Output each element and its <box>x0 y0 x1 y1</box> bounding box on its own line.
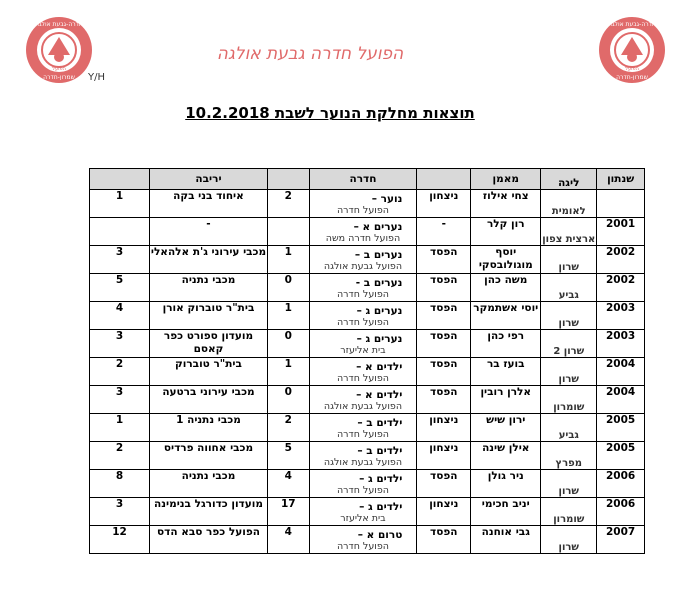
coach-cell: צחי אילוז <box>471 190 541 218</box>
table-row <box>90 414 645 442</box>
season-cell: 2001 <box>597 218 645 246</box>
opp-score-cell: 4 <box>90 302 150 330</box>
opponent-cell: מכבי נתניה <box>150 274 268 302</box>
team-cell <box>309 218 417 246</box>
team-name: ילדים א – <box>356 389 403 401</box>
club-name: הפועל חדרה גבעת אולגה <box>216 44 404 64</box>
score-cell: 1 <box>267 302 309 330</box>
score-cell: 0 <box>267 386 309 414</box>
header-team: חדרה <box>309 169 417 190</box>
table-row <box>90 218 645 246</box>
season-cell: 2005 <box>597 414 645 442</box>
coach-cell: יניב חכימי <box>471 498 541 526</box>
svg-text:שמרון-חדרה: שמרון-חדרה <box>616 74 648 81</box>
opponent-cell: הפועל כפר סבא הדס <box>150 526 268 554</box>
team-name: נוער – <box>371 193 403 205</box>
team-club: הפועל חדרה <box>336 205 389 216</box>
score-cell: 5 <box>267 442 309 470</box>
league-cell: מפרץ <box>541 442 597 470</box>
header-league: ליגה <box>541 169 597 190</box>
table-row <box>90 302 645 330</box>
opponent-cell: מכבי אחווה פרדיס <box>150 442 268 470</box>
coach-cell: יוסף מוגולובסקי <box>471 246 541 274</box>
club-logo-left <box>24 15 94 85</box>
club-logo-right <box>597 15 667 85</box>
team-club: הפועל גבעת אולגה <box>323 457 403 468</box>
result-cell: הפסד <box>417 330 471 358</box>
season-cell <box>597 190 645 218</box>
league-cell: גביע <box>541 414 597 442</box>
table-header-row <box>90 169 645 190</box>
team-club: בית אליעזר <box>340 513 386 524</box>
team-cell <box>309 330 417 358</box>
team-name: ילדים ב – <box>357 445 403 457</box>
team-club: הפועל חדרה <box>336 289 389 300</box>
team-name: נערים ב - <box>355 277 403 289</box>
team-cell <box>309 302 417 330</box>
team-club: הפועל חדרה <box>336 373 389 384</box>
table-row <box>90 498 645 526</box>
result-cell: ניצחון <box>417 190 471 218</box>
score-cell: 1 <box>267 358 309 386</box>
opp-score-cell: 3 <box>90 386 150 414</box>
season-cell: 2004 <box>597 358 645 386</box>
league-cell: שרון <box>541 246 597 274</box>
table-row <box>90 330 645 358</box>
opponent-cell: מועדון כדורגל בנימינה <box>150 498 268 526</box>
svg-text:הפועל: הפועל <box>52 66 66 72</box>
team-club: בית אליעזר <box>340 345 386 356</box>
team-cell <box>309 526 417 554</box>
result-cell: הפסד <box>417 470 471 498</box>
opp-score-cell: 1 <box>90 414 150 442</box>
team-club: הפועל חדרה <box>336 485 389 496</box>
team-cell <box>309 190 417 218</box>
team-name: נערים ג – <box>356 333 403 345</box>
opp-score-cell: 5 <box>90 274 150 302</box>
result-cell: ניצחון <box>417 498 471 526</box>
opp-score-cell: 2 <box>90 442 150 470</box>
result-cell: ניצחון <box>417 442 471 470</box>
team-cell <box>309 274 417 302</box>
season-cell: 2002 <box>597 274 645 302</box>
header-score <box>267 169 309 190</box>
coach-cell: יוסי אשתמקר <box>471 302 541 330</box>
season-cell: 2002 <box>597 246 645 274</box>
result-cell: הפסד <box>417 526 471 554</box>
team-cell <box>309 246 417 274</box>
team-name: ילדים ג – <box>359 473 403 485</box>
opp-score-cell: 8 <box>90 470 150 498</box>
opponent-cell: מכבי עירוני ג'ת אלהאלי <box>150 246 268 274</box>
team-name: ילדים ב – <box>357 417 403 429</box>
team-cell <box>309 442 417 470</box>
team-name: נערים ב – <box>354 249 403 261</box>
result-cell: הפסד <box>417 274 471 302</box>
team-club: הפועל חדרה משה <box>325 233 401 244</box>
team-cell <box>309 498 417 526</box>
season-cell: 2007 <box>597 526 645 554</box>
opponent-cell: מכבי נתניה 1 <box>150 414 268 442</box>
team-club: הפועל חדרה <box>336 429 389 440</box>
team-club: הפועל גבעת אולגה <box>323 261 403 272</box>
coach-cell: אילן שינה <box>471 442 541 470</box>
coach-cell: ניר גולן <box>471 470 541 498</box>
team-name: נערים ג – <box>356 305 403 317</box>
header-coach: מאמן <box>471 169 541 190</box>
team-cell <box>309 414 417 442</box>
svg-text:חדרה-גבעת אולגה: חדרה-גבעת אולגה <box>35 21 83 28</box>
opp-score-cell: 12 <box>90 526 150 554</box>
opponent-cell: - <box>150 218 268 246</box>
result-cell: הפסד <box>417 386 471 414</box>
result-cell: - <box>417 218 471 246</box>
result-cell: הפסד <box>417 246 471 274</box>
season-cell: 2003 <box>597 330 645 358</box>
opponent-cell: מכבי עירוני ברטעה <box>150 386 268 414</box>
svg-text:הפועל: הפועל <box>625 66 639 72</box>
table-row <box>90 274 645 302</box>
score-cell: 0 <box>267 330 309 358</box>
coach-cell: אלרן רובין <box>471 386 541 414</box>
opp-score-cell: 3 <box>90 246 150 274</box>
season-cell: 2006 <box>597 470 645 498</box>
coach-cell: רון קלר <box>471 218 541 246</box>
opponent-cell: בית"ר טוברוק אורן <box>150 302 268 330</box>
table-row <box>90 386 645 414</box>
header-result <box>417 169 471 190</box>
result-cell: ניצחון <box>417 414 471 442</box>
score-cell: 0 <box>267 274 309 302</box>
team-cell <box>309 386 417 414</box>
team-cell <box>309 358 417 386</box>
score-cell: 17 <box>267 498 309 526</box>
opponent-cell: איחוד בני בקה <box>150 190 268 218</box>
team-name: ילדים א – <box>356 361 403 373</box>
table-row <box>90 358 645 386</box>
team-name: נערים א – <box>353 221 403 233</box>
coach-cell: משה כהן <box>471 274 541 302</box>
league-cell: שומרון <box>541 386 597 414</box>
table-row <box>90 526 645 554</box>
team-club: הפועל חדרה <box>336 317 389 328</box>
team-club: הפועל חדרה <box>336 541 389 552</box>
score-cell: 4 <box>267 470 309 498</box>
result-cell: הפסד <box>417 358 471 386</box>
league-cell: שרון <box>541 526 597 554</box>
team-name: טרום א – <box>357 529 403 541</box>
league-cell: לאומית <box>541 190 597 218</box>
opponent-cell: מועדון ספורט כפר קאסם <box>150 330 268 358</box>
table-row <box>90 442 645 470</box>
coach-cell: רפי כהן <box>471 330 541 358</box>
result-cell: הפסד <box>417 302 471 330</box>
header-opp-score <box>90 169 150 190</box>
svg-text:שמרון-חדרה: שמרון-חדרה <box>43 74 75 81</box>
league-cell: גביע <box>541 274 597 302</box>
league-cell: שרון 2 <box>541 330 597 358</box>
league-cell: ארצית צפון <box>541 218 597 246</box>
table-row <box>90 246 645 274</box>
header-season: שנתון <box>597 169 645 190</box>
score-cell: 4 <box>267 526 309 554</box>
league-cell: שרון <box>541 302 597 330</box>
season-cell: 2003 <box>597 302 645 330</box>
season-cell: 2004 <box>597 386 645 414</box>
opp-score-cell <box>90 218 150 246</box>
opp-score-cell: 3 <box>90 330 150 358</box>
svg-text:חדרה-גבעת אולגה: חדרה-גבעת אולגה <box>608 21 656 28</box>
yh-mark: Y/H <box>88 72 105 83</box>
opponent-cell: מכבי נתניה <box>150 470 268 498</box>
score-cell: 2 <box>267 190 309 218</box>
team-club: הפועל גבעת אולגה <box>323 401 403 412</box>
league-cell: שרון <box>541 358 597 386</box>
team-name: ילדים ג – <box>359 501 403 513</box>
team-cell <box>309 470 417 498</box>
score-cell <box>267 218 309 246</box>
table-row <box>90 190 645 218</box>
coach-cell: בועז בר <box>471 358 541 386</box>
coach-cell: ירון שיש <box>471 414 541 442</box>
header-opponent: יריבה <box>150 169 268 190</box>
results-table <box>89 168 645 554</box>
score-cell: 1 <box>267 246 309 274</box>
season-cell: 2005 <box>597 442 645 470</box>
season-cell: 2006 <box>597 498 645 526</box>
opponent-cell: בית"ר טוברוק <box>150 358 268 386</box>
results-body <box>90 190 645 554</box>
page-title: תוצאות מחלקת הנוער לשבת 10.2.2018 <box>185 104 475 122</box>
coach-cell: גבי אוחנה <box>471 526 541 554</box>
league-cell: שומרון <box>541 498 597 526</box>
opp-score-cell: 2 <box>90 358 150 386</box>
score-cell: 2 <box>267 414 309 442</box>
opp-score-cell: 3 <box>90 498 150 526</box>
opp-score-cell: 1 <box>90 190 150 218</box>
table-row <box>90 470 645 498</box>
league-cell: שרון <box>541 470 597 498</box>
